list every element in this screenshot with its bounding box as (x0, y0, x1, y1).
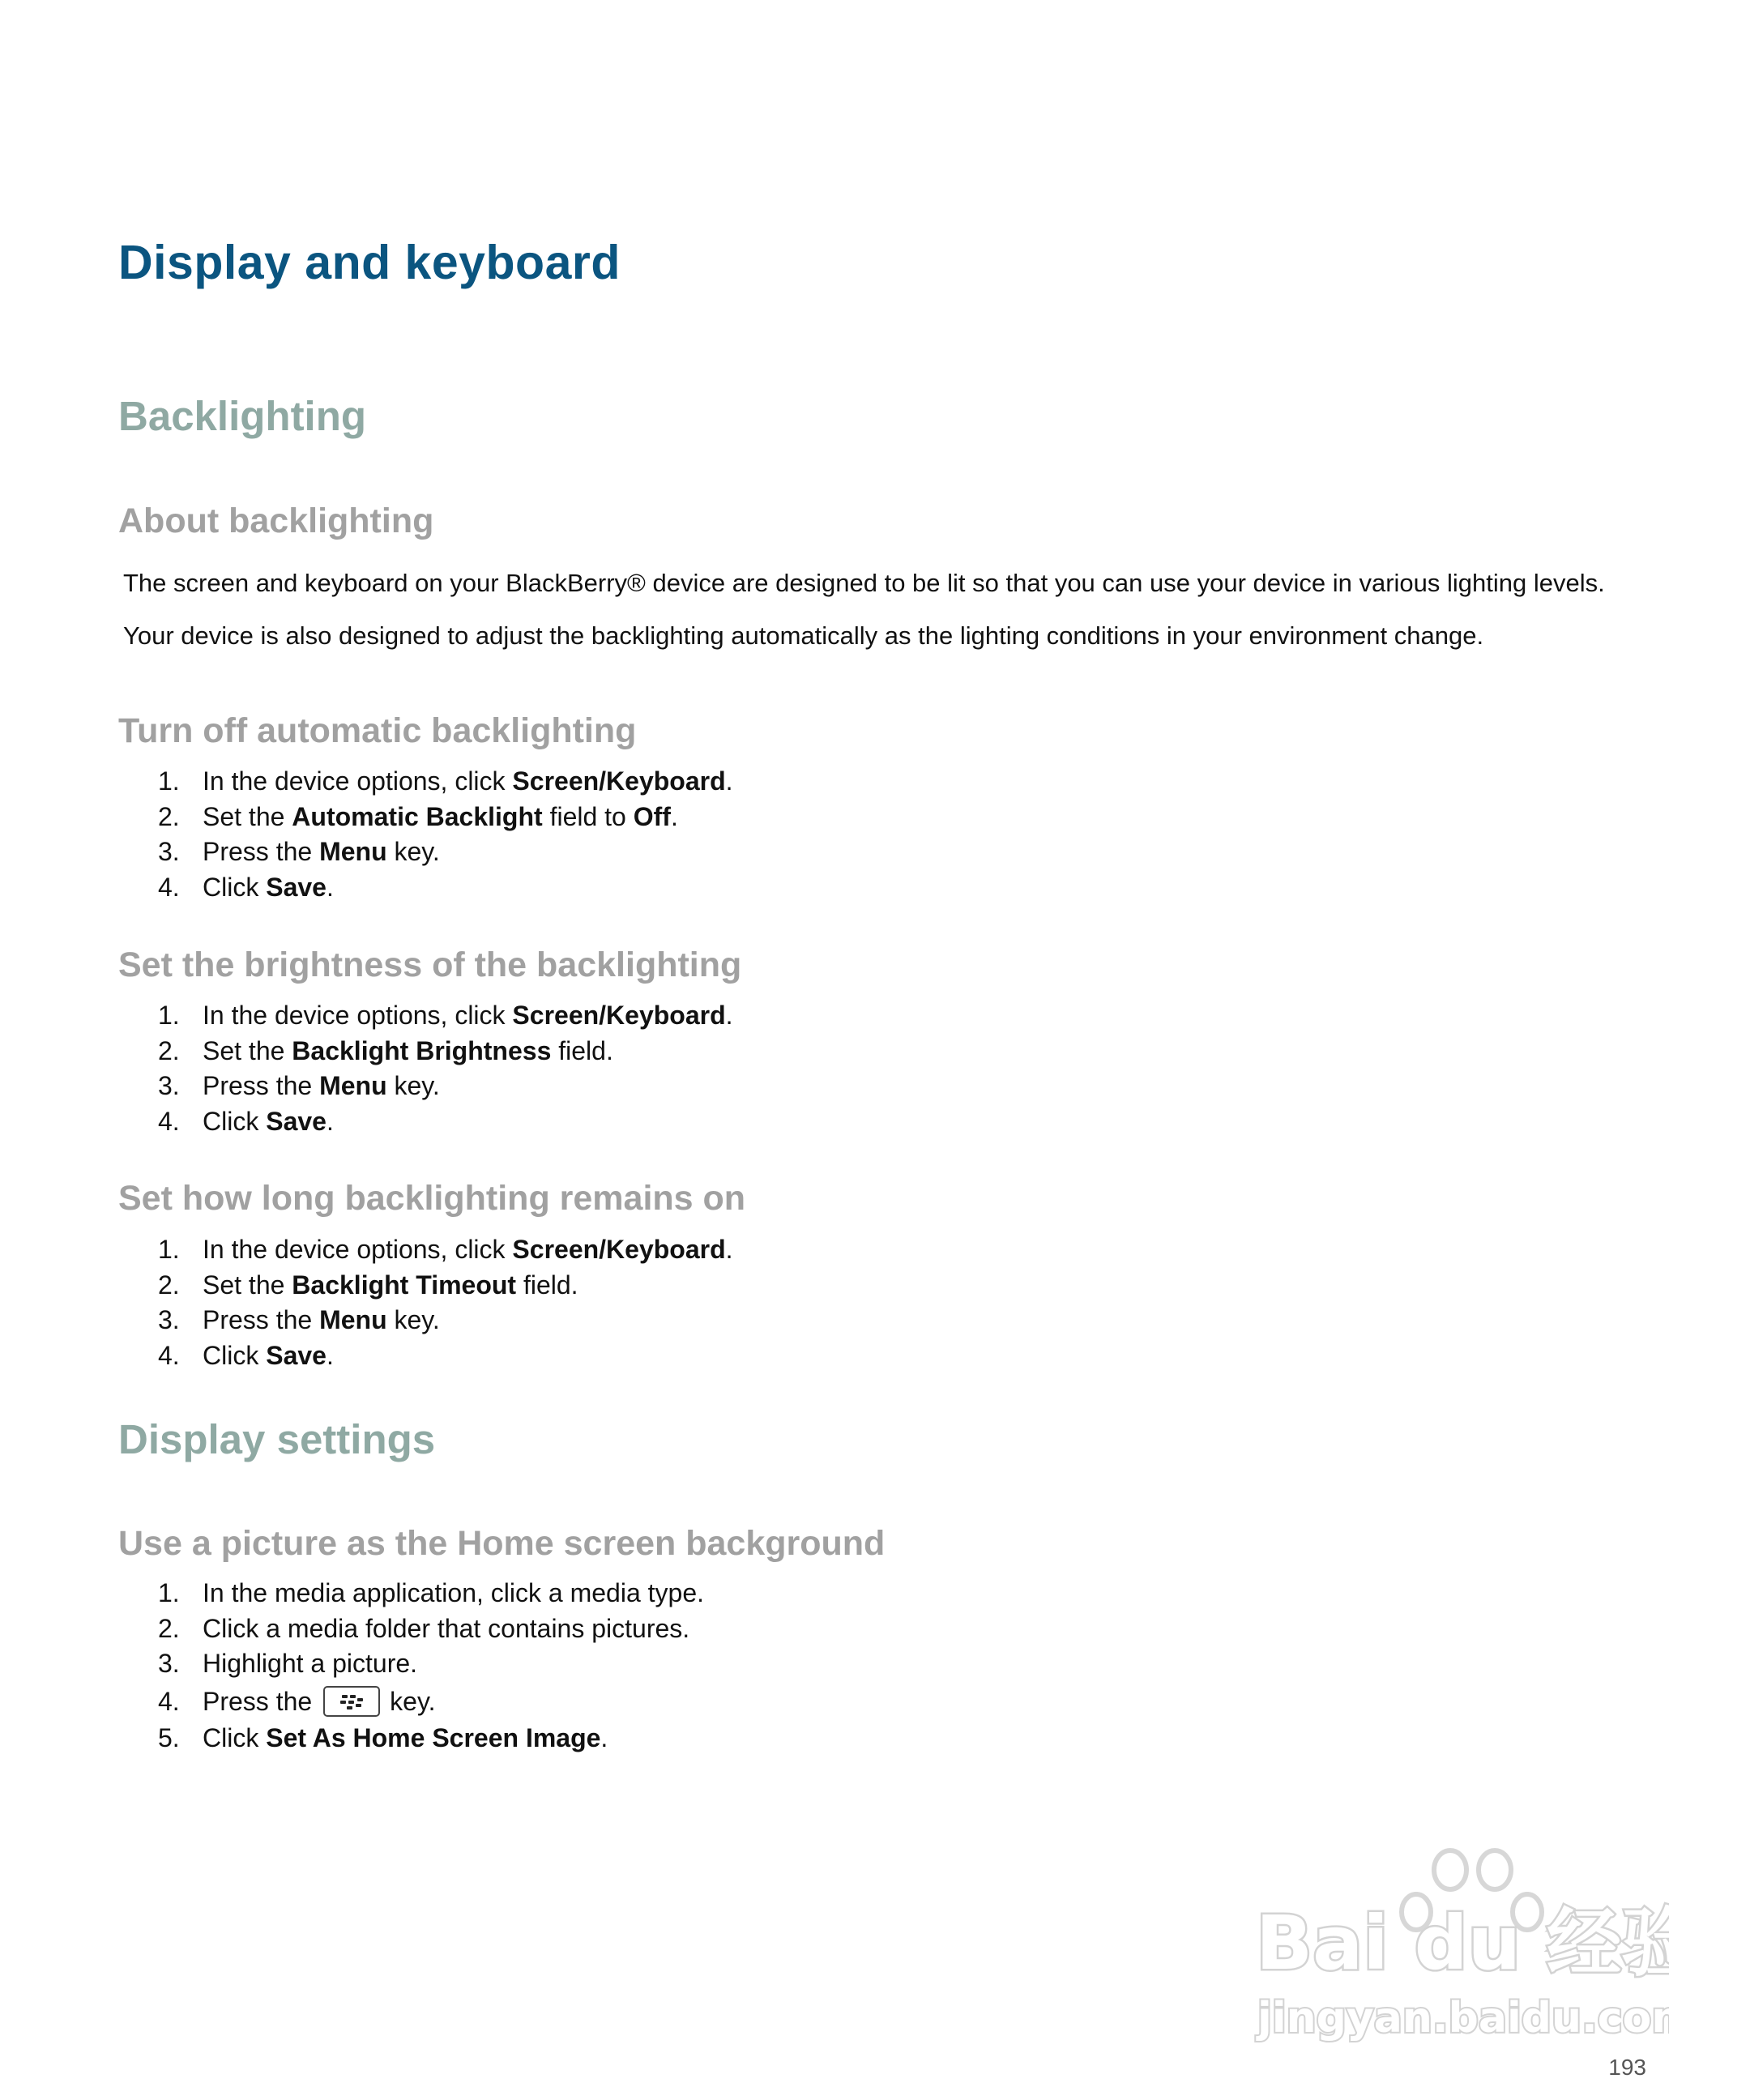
heading-set-timeout: Set how long backlighting remains on (118, 1179, 746, 1218)
page-title: Display and keyboard (118, 236, 621, 289)
list-item: 4. Click Save. (158, 1106, 334, 1136)
list-item: 2. Click a media folder that contains pictures. (158, 1613, 690, 1643)
steps-turn-off-backlighting (158, 764, 733, 905)
list-item: 1. In the device options, click Screen/Keyboard. (158, 1235, 733, 1264)
heading-turn-off-backlighting: Turn off automatic backlighting (118, 711, 637, 750)
list-item: 3. Press the Menu key. (158, 837, 440, 866)
list-item: 2. Set the Automatic Backlight field to Off. (158, 801, 678, 831)
watermark-brand: Bai du 经验 (1256, 1900, 1669, 1987)
list-item: 2. Set the Backlight Timeout field. (158, 1270, 578, 1300)
baidu-jingyan-watermark (1248, 1847, 1669, 2050)
list-item: 4. Press the key. (158, 1686, 436, 1716)
list-item: 3. Highlight a picture. (158, 1649, 418, 1678)
about-paragraph-1: The screen and keyboard on your BlackBerry® device are designed to be lit so that you can use your device in various lighting levels. (123, 569, 1605, 597)
blackberry-menu-key-icon (323, 1686, 380, 1717)
heading-about-backlighting: About backlighting (118, 502, 434, 540)
steps-set-brightness (158, 998, 733, 1139)
watermark-url: jingyan.baidu.com (1257, 1994, 1669, 2042)
list-item: 3. Press the Menu key. (158, 1071, 440, 1100)
list-item: 3. Press the Menu key. (158, 1305, 440, 1334)
about-paragraph-2: Your device is also designed to adjust the backlighting automatically as the lighting conditions in your environment change. (123, 621, 1484, 650)
steps-set-timeout (158, 1232, 733, 1373)
list-item: 1. In the media application, click a media type. (158, 1578, 704, 1607)
steps-home-screen-background (158, 1576, 704, 1756)
list-item: 4. Click Save. (158, 1340, 334, 1370)
heading-set-brightness: Set the brightness of the backlighting (118, 945, 742, 984)
heading-home-screen-background: Use a picture as the Home screen background (118, 1524, 886, 1563)
page-number: 193 (1608, 2055, 1646, 2080)
list-item: 1. In the device options, click Screen/Keyboard. (158, 1001, 733, 1030)
list-item: 2. Set the Backlight Brightness field. (158, 1035, 613, 1065)
list-item: 1. In the device options, click Screen/Keyboard. (158, 766, 733, 796)
section-heading-display-settings: Display settings (118, 1416, 436, 1462)
list-item: 5. Click Set As Home Screen Image. (158, 1722, 608, 1752)
section-heading-backlighting: Backlighting (118, 393, 367, 439)
list-item: 4. Click Save. (158, 872, 334, 902)
